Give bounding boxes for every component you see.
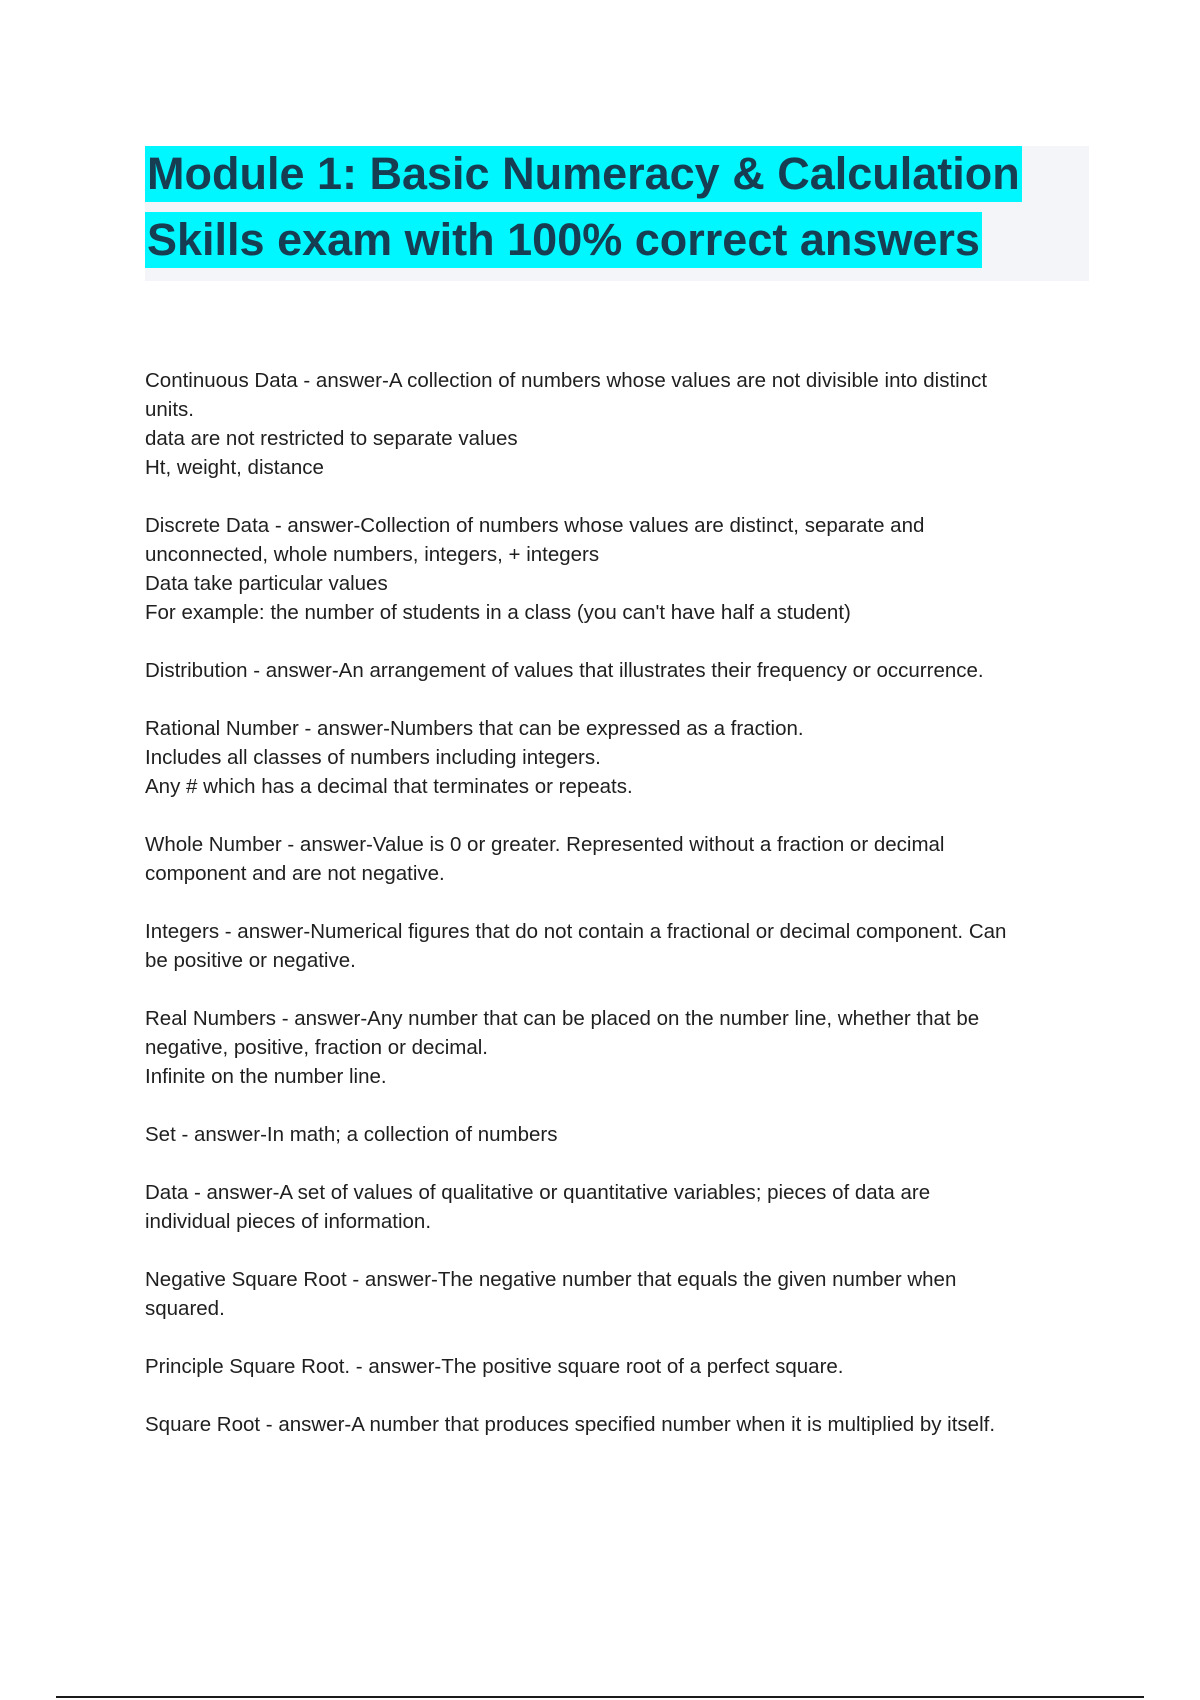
entry-line: Continuous Data - answer-A collection of numbers whose values are not divisible into distinct — [145, 369, 988, 392]
entry-line: Data - answer-A set of values of qualitative or quantitative variables; pieces of data are — [145, 1181, 931, 1204]
definition-entry — [145, 1265, 1090, 1323]
definition-list — [145, 366, 1090, 1468]
entry-line: units. — [145, 398, 194, 421]
definition-entry — [145, 1352, 1090, 1381]
definition-entry — [145, 917, 1090, 975]
entry-line: Set - answer-In math; a collection of numbers — [145, 1123, 558, 1146]
definition-entry — [145, 366, 1090, 482]
entry-line: For example: the number of students in a class (you can't have half a student) — [145, 601, 851, 624]
entry-line: Ht, weight, distance — [145, 456, 324, 479]
definition-entry — [145, 830, 1090, 888]
title-block — [145, 146, 1089, 281]
entry-line: be positive or negative. — [145, 949, 356, 972]
entry-line: unconnected, whole numbers, integers, + integers — [145, 543, 600, 566]
entry-line: data are not restricted to separate values — [145, 427, 518, 450]
page-bottom-rule — [56, 1696, 1144, 1698]
title-line-2: Skills exam with 100% correct answers — [145, 212, 982, 268]
entry-line: Square Root - answer-A number that produces specified number when it is multiplied by itself. — [145, 1413, 996, 1436]
definition-entry — [145, 1120, 1090, 1149]
definition-entry — [145, 714, 1090, 801]
entry-line: Distribution - answer-An arrangement of values that illustrates their frequency or occurrence. — [145, 659, 984, 682]
definition-entry — [145, 1410, 1090, 1439]
definition-entry — [145, 1004, 1090, 1091]
definition-entry — [145, 511, 1090, 627]
entry-line: Infinite on the number line. — [145, 1065, 387, 1088]
entry-line: component and are not negative. — [145, 862, 445, 885]
title-line-1: Module 1: Basic Numeracy & Calculation — [145, 146, 1022, 202]
entry-line: Rational Number - answer-Numbers that can be expressed as a fraction. — [145, 717, 804, 740]
definition-entry — [145, 656, 1090, 685]
entry-line: Integers - answer-Numerical figures that do not contain a fractional or decimal component. Can — [145, 920, 1007, 943]
entry-line: Whole Number - answer-Value is 0 or greater. Represented without a fraction or decimal — [145, 833, 945, 856]
entry-line: Includes all classes of numbers including integers. — [145, 746, 601, 769]
entry-line: Real Numbers - answer-Any number that can be placed on the number line, whether that be — [145, 1007, 980, 1030]
entry-line: Negative Square Root - answer-The negative number that equals the given number when — [145, 1268, 957, 1291]
entry-line: Discrete Data - answer-Collection of numbers whose values are distinct, separate and — [145, 514, 925, 537]
entry-line: Data take particular values — [145, 572, 388, 595]
entry-line: squared. — [145, 1297, 225, 1320]
entry-line: Principle Square Root. - answer-The positive square root of a perfect square. — [145, 1355, 844, 1378]
entry-line: Any # which has a decimal that terminates or repeats. — [145, 775, 633, 798]
entry-line: negative, positive, fraction or decimal. — [145, 1036, 488, 1059]
definition-entry — [145, 1178, 1090, 1236]
entry-line: individual pieces of information. — [145, 1210, 432, 1233]
